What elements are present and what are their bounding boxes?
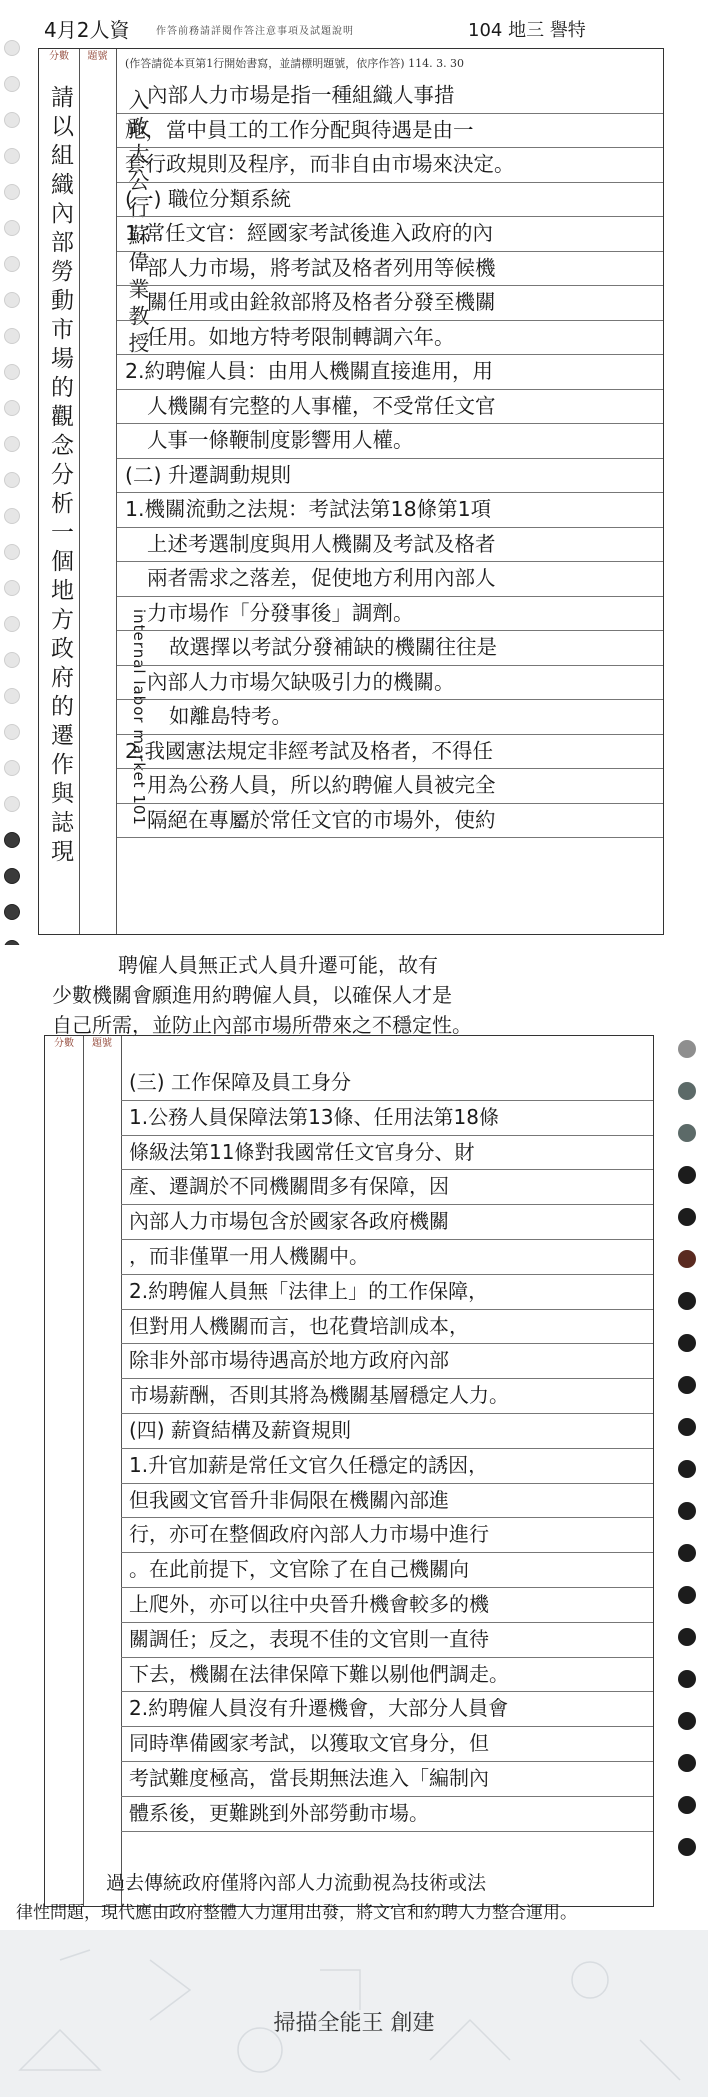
binder-hole	[678, 1712, 696, 1730]
binder-hole	[4, 40, 20, 56]
answer-line: 除非外部市場待遇高於地方政府內部	[121, 1344, 653, 1379]
binder-hole	[678, 1208, 696, 1226]
binder-hole	[4, 796, 20, 812]
score-column-header: 分數	[49, 51, 69, 62]
binder-hole	[4, 184, 20, 200]
answer-line: 施，當中員工的工作分配與待遇是由一	[117, 114, 663, 149]
answer-line: 產、遷調於不同機關間多有保障，因	[121, 1170, 653, 1205]
binder-hole	[678, 1376, 696, 1394]
binder-hole	[4, 616, 20, 632]
binder-hole	[678, 1334, 696, 1352]
continuation-line: 自己所需，並防止內部市場所帶來之不穩定性。	[52, 1013, 472, 1037]
binder-hole	[678, 1166, 696, 1184]
binder-hole	[678, 1628, 696, 1646]
answer-line: 2.約聘僱人員無「法律上」的工作保障，	[121, 1275, 653, 1310]
answer-line: 1.公務人員保障法第13條、任用法第18條	[121, 1101, 653, 1136]
binder-hole	[4, 400, 20, 416]
answer-sheet-page-1	[0, 0, 708, 960]
question-number-column	[79, 49, 150, 934]
answer-line: 市場薪酬，否則其將為機關基層穩定人力。	[121, 1379, 653, 1414]
answer-line: 條級法第11條對我國常任文官身分、財	[121, 1136, 653, 1171]
answer-lines-page-1	[117, 79, 663, 838]
answer-line: 2.我國憲法規定非經考試及格者，不得任	[117, 735, 663, 770]
binder-hole	[4, 760, 20, 776]
binder-hole	[678, 1460, 696, 1478]
answer-line: 用為公務人員，所以約聘僱人員被完全	[117, 769, 663, 804]
binder-hole	[678, 1082, 696, 1100]
answer-line: 關調任；反之，表現不佳的文官則一直待	[121, 1623, 653, 1658]
binder-hole	[4, 544, 20, 560]
header-subject: 4月2人資	[44, 18, 130, 42]
answer-line: 內部人力市場是指一種組織人事措	[117, 79, 663, 114]
answer-line: 1.常任文官：經國家考試後進入政府的內	[117, 217, 663, 252]
answer-line: (四) 薪資結構及薪資規則	[121, 1414, 653, 1449]
answer-line: 但對用人機關而言，也花費培訓成本，	[121, 1310, 653, 1345]
conclusion-line: 律性問題，現代應由政府整體人力運用出發，將文官和約聘人力整合運用。	[16, 1903, 577, 1923]
answer-line: ，而非僅單一用人機關中。	[121, 1240, 653, 1275]
answer-grid-page-2	[44, 1035, 654, 1907]
writing-instruction: (作答請從本頁第1行開始書寫，並請標明題號，依序作答) 114. 3. 30	[125, 57, 465, 70]
answer-lines-page-2	[121, 1066, 653, 1832]
answer-line: 1.升官加薪是常任文官久任穩定的誘因，	[121, 1449, 653, 1484]
answer-line: 行，亦可在整個政府內部人力市場中進行	[121, 1518, 653, 1553]
answer-line: (二) 升遷調動規則	[117, 459, 663, 494]
answer-line: 上爬外，亦可以往中央晉升機會較多的機	[121, 1588, 653, 1623]
binder-holes-left	[4, 40, 24, 960]
answer-line: 內部人力市場欠缺吸引力的機關。	[117, 666, 663, 701]
answer-line: 人事一條鞭制度影響用人權。	[117, 424, 663, 459]
answer-line: 2.約聘僱人員沒有升遷機會，大部分人員會	[121, 1692, 653, 1727]
answer-sheet-page-2	[0, 1020, 708, 1920]
binder-hole	[4, 868, 20, 884]
scanner-footer	[0, 1930, 708, 2097]
binder-hole	[4, 76, 20, 92]
binder-hole	[678, 1040, 696, 1058]
page-header	[38, 10, 678, 50]
binder-hole	[4, 364, 20, 380]
answer-line: 考試難度極高，當長期無法進入「編制內	[121, 1762, 653, 1797]
binder-hole	[4, 688, 20, 704]
scanner-watermark: 掃描全能王 創建	[273, 2011, 435, 2036]
binder-hole	[4, 508, 20, 524]
binder-hole	[4, 112, 20, 128]
answer-line: 任用。如地方特考限制轉調六年。	[117, 321, 663, 356]
answer-line: 部人力市場，將考試及格者列用等候機	[117, 252, 663, 287]
answer-line: 人機關有完整的人事權，不受常任文官	[117, 390, 663, 425]
header-instructions: 作答前務請詳閱作答注意事項及試題說明	[156, 26, 354, 37]
score-column-header: 分數	[54, 1038, 74, 1049]
binder-hole	[4, 904, 20, 920]
binder-hole	[4, 832, 20, 848]
binder-hole	[4, 652, 20, 668]
answer-line: 力市場作「分發事後」調劑。	[117, 597, 663, 632]
binder-hole	[678, 1586, 696, 1604]
binder-hole	[4, 220, 20, 236]
binder-hole	[4, 148, 20, 164]
answer-line: (一) 職位分類系統	[117, 183, 663, 218]
continuation-line: 少數機關會願進用約聘僱人員，以確保人才是	[52, 983, 452, 1007]
binder-hole	[4, 436, 20, 452]
answer-line: 套行政規則及程序，而非自由市場來決定。	[117, 148, 663, 183]
continuation-line: 聘僱人員無正式人員升遷可能，故有	[118, 953, 438, 977]
binder-hole	[4, 256, 20, 272]
answer-line: 2.約聘僱人員：由用人機關直接進用，用	[117, 355, 663, 390]
answer-line: 同時準備國家考試，以獲取文官身分，但	[121, 1727, 653, 1762]
score-column	[45, 1036, 84, 1906]
binder-hole	[4, 472, 20, 488]
english-note-vertical: internal labor market 101	[130, 609, 148, 826]
answer-line: (三) 工作保障及員工身分	[121, 1066, 653, 1101]
answer-line: 體系後，更難跳到外部勞動市場。	[121, 1797, 653, 1832]
binder-hole	[678, 1754, 696, 1772]
answer-line: 上述考選制度與用人機關及考試及格者	[117, 528, 663, 563]
answer-line: 如離島特考。	[117, 700, 663, 735]
question-number-column	[83, 1036, 122, 1906]
binder-hole	[678, 1670, 696, 1688]
binder-hole	[678, 1544, 696, 1562]
question-number-header: 題號	[87, 51, 108, 62]
answer-grid-page-1	[38, 48, 664, 935]
binder-holes-right	[678, 1040, 702, 1880]
answer-line: 下去，機關在法律保障下難以剔他們調走。	[121, 1658, 653, 1693]
binder-hole	[678, 1250, 696, 1268]
conclusion-text	[16, 1868, 706, 1928]
question-text-vertical: 請以組織內部勞動市場的觀念分析一個地方政府的遷作與誌現	[47, 85, 73, 868]
answer-line: 。在此前提下，文官除了在自己機關向	[121, 1553, 653, 1588]
binder-hole	[4, 724, 20, 740]
answer-line: 1.機關流動之法規：考試法第18條第1項	[117, 493, 663, 528]
question-number-header: 題號	[92, 1038, 112, 1049]
binder-hole	[678, 1418, 696, 1436]
binder-hole	[678, 1838, 696, 1856]
binder-hole	[4, 328, 20, 344]
source-note-vertical: 入政大公行蘇偉業教授	[126, 89, 150, 359]
binder-hole	[678, 1502, 696, 1520]
binder-hole	[678, 1796, 696, 1814]
answer-line: 關任用或由銓敘部將及格者分發至機關	[117, 286, 663, 321]
header-exam-name: 104 地三 譽特	[468, 20, 586, 41]
answer-line: 內部人力市場包含於國家各政府機關	[121, 1205, 653, 1240]
binder-hole	[4, 292, 20, 308]
answer-line: 故選擇以考試分發補缺的機關往往是	[117, 631, 663, 666]
binder-hole	[678, 1124, 696, 1142]
binder-hole	[678, 1292, 696, 1310]
score-column	[39, 49, 80, 934]
answer-line: 隔絕在專屬於常任文官的市場外，使約	[117, 804, 663, 839]
answer-line: 兩者需求之落差，促使地方利用內部人	[117, 562, 663, 597]
binder-hole	[4, 580, 20, 596]
answer-line: 但我國文官晉升非侷限在機關內部進	[121, 1484, 653, 1519]
conclusion-line: 過去傳統政府僅將內部人力流動視為技術或法	[106, 1872, 487, 1894]
